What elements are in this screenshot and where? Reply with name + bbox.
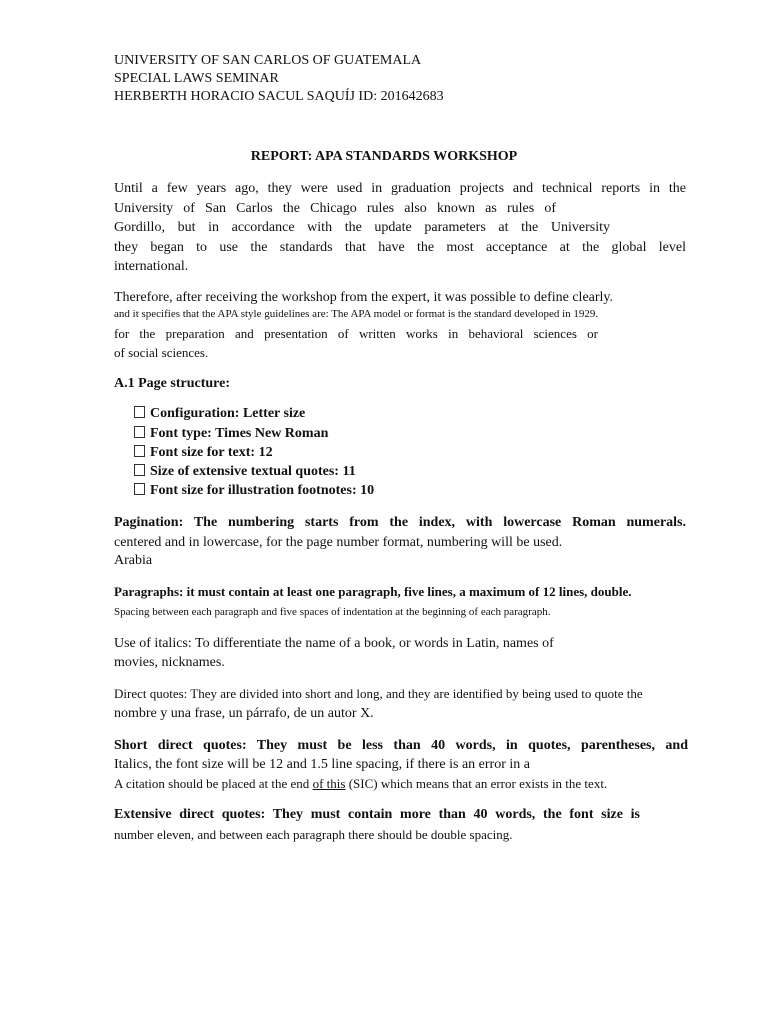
direct-quotes-line-2: nombre y una frase, un párrafo, de un autor X. <box>114 706 374 721</box>
extensive-quotes-line-1: Extensive direct quotes: They must contain more than 40 words, the font size is <box>114 807 640 822</box>
student-line: HERBERTH HORACIO SACUL SAQUÍJ ID: 201642683 <box>114 89 444 104</box>
pagination-line-1: Pagination: The numbering starts from the index, with lowercase Roman numerals. <box>114 515 686 530</box>
checkbox-icon <box>134 464 145 476</box>
therefore-line-1: Therefore, after receiving the workshop from the expert, it was possible to define clearly. <box>114 290 614 305</box>
pagination-line-2: centered and in lowercase, for the page number format, numbering will be used. <box>114 535 563 550</box>
checkbox-icon <box>134 426 145 438</box>
therefore-line-4: of social sciences. <box>114 345 209 360</box>
short-quotes-line-1: Short direct quotes: They must be less than 40 words, in quotes, parentheses, and <box>114 738 688 753</box>
bullet-item: Font size for illustration footnotes: 10 <box>134 482 374 500</box>
paragraphs-line-1: Paragraphs: it must contain at least one paragraph, five lines, a maximum of 12 lines, double. <box>114 584 632 599</box>
bullet-item: Size of extensive textual quotes: 11 <box>134 463 356 481</box>
italics-line-2: movies, nicknames. <box>114 655 225 670</box>
checkbox-icon <box>134 483 145 495</box>
intro-line-4: they began to use the standards that have the most acceptance at the global level <box>114 240 686 255</box>
checkbox-icon <box>134 445 145 457</box>
bullet-item: Font size for text: 12 <box>134 444 273 462</box>
italics-line-1: Use of italics: To differentiate the name of a book, or words in Latin, names of <box>114 636 554 651</box>
extensive-quotes-line-2: number eleven, and between each paragraph there should be double spacing. <box>114 827 513 842</box>
section-a1-heading: A.1 Page structure: <box>114 376 230 391</box>
university-name: UNIVERSITY OF SAN CARLOS OF GUATEMALA <box>114 53 422 68</box>
intro-line-5: international. <box>114 259 189 274</box>
therefore-line-2: and it specifies that the APA style guidelines are: The APA model or format is the standard developed in 1929. <box>114 308 599 320</box>
checkbox-icon <box>134 406 145 418</box>
report-title: REPORT: APA STANDARDS WORKSHOP <box>250 149 518 164</box>
seminar-name: SPECIAL LAWS SEMINAR <box>114 71 279 86</box>
short-quotes-line-2: Italics, the font size will be 12 and 1.5 line spacing, if there is an error in a <box>114 757 530 772</box>
intro-line-2: University of San Carlos the Chicago rules also known as rules of <box>114 201 556 216</box>
short-quotes-line-3: A citation should be placed at the end of this (SIC) which means that an error exists in the text. <box>114 776 608 791</box>
bullet-item: Configuration: Letter size <box>134 405 305 423</box>
bullet-item: Font type: Times New Roman <box>134 425 328 443</box>
intro-line-3: Gordillo, but in accordance with the update parameters at the University <box>114 220 610 235</box>
therefore-line-3: for the preparation and presentation of written works in behavioral sciences or <box>114 326 598 341</box>
paragraphs-line-2: Spacing between each paragraph and five spaces of indentation at the beginning of each paragraph. <box>114 606 551 618</box>
pagination-line-3: Arabia <box>114 553 153 568</box>
direct-quotes-line-1: Direct quotes: They are divided into short and long, and they are identified by being used to quote the <box>114 686 643 701</box>
intro-line-1: Until a few years ago, they were used in graduation projects and technical reports in the <box>114 181 686 196</box>
